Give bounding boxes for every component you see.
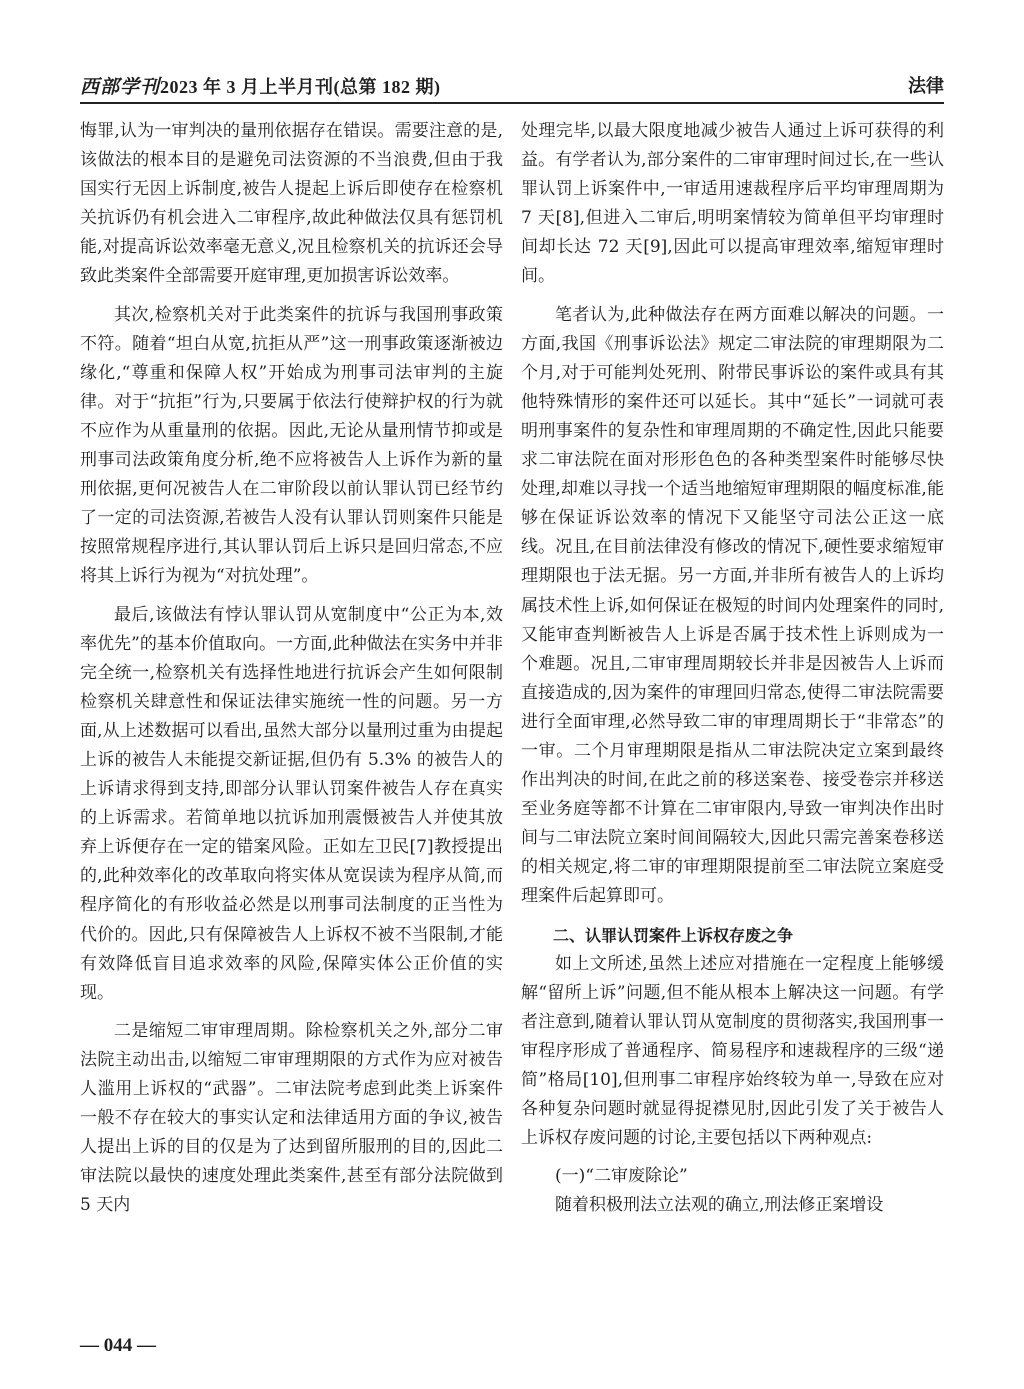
subsection-heading: (一)“二审废除论” xyxy=(555,1166,688,1187)
paragraph: 如上文所述,虽然上述应对措施在一定程度上能够缓解“留所上诉”问题,但不能从根本上解决这一问题。有学者注意到,随着认罪认罚从宽制度的贯彻落实,我国刑事一审程序形成了普通程序、简易程序和速裁程序的三级“递简”格局[10],但刑事二审程序始终较为单一,导致在应对各种复杂问题时就显得捉襟见肘,因此引发了关于被告人上诉权存废问题的讨论,主要包括以下两种观点: xyxy=(521,953,944,1149)
running-header xyxy=(80,70,944,100)
page-number: — 044 — xyxy=(80,1335,156,1356)
paragraph: 随着积极刑法立法观的确立,刑法修正案增设 xyxy=(555,1195,884,1216)
section-label: 法律 xyxy=(908,76,944,97)
paragraph: 悔罪,认为一审判决的量刑依据存在错误。需要注意的是,该做法的根本目的是避免司法资源的不当浪费,但由于我国实行无因上诉制度,被告人提起上诉后即使存在检察机关抗诉仍有机会进入二审程序,故此种做法仅具有惩罚机能,对提高诉讼效率毫无意义,况且检察机关的抗诉还会导致此类案件全部需要开庭审理,更加损害诉讼效率。 xyxy=(80,121,503,287)
paragraph: 其次,检察机关对于此类案件的抗诉与我国刑事政策不符。随着“坦白从宽,抗拒从严”这一刑事政策逐渐被边缘化,“尊重和保障人权”开始成为刑事司法审判的主旋律。对于“抗拒”行为,只要属于依法行使辩护权的行为就不应作为从重量刑的依据。因此,无论从量刑情节抑或是刑事司法政策角度分析,绝不应将被告人上诉作为新的量刑依据,更何况被告人在二审阶段以前认罪认罚已经节约了一定的司法资源,若被告人没有认罪认罚则案件只能是按照常规程序进行,其认罪认罚后上诉只是回归常态,不应将其上诉行为视为“对抗处理”。 xyxy=(80,304,503,587)
paragraph: 笔者认为,此种做法存在两方面难以解决的问题。一方面,我国《刑事诉讼法》规定二审法院的审理期限为二个月,对于可能判处死刑、附带民事诉讼的案件或具有其他特殊情形的案件还可以延长。其中“延长”一词就可表明刑事案件的复杂性和审理周期的不确定性,因此只能要求二审法院在面对形形色色的各种类型案件时能够尽快处理,却难以寻找一个适当地缩短审理期限的幅度标准,能够在保证诉讼效率的情况下又能坚守司法公正这一底线。况且,在目前法律没有修改的情况下,硬性要求缩短审理期限也于法无据。另一方面,并非所有被告人的上诉均属技术性上诉,如何保证在极短的时间内处理案件的同时,又能审查判断被告人上诉是否属于技术性上诉则成为一个难题。况且,二审审理周期较长并非是因被告人上诉而直接造成的,因为案件的审理回归常态,使得二审法院需要进行全面审理,必然导致二审的审理周期长于“非常态”的一审。二个月审理期限是指从二审法院决定立案到最终作出判决的时间,在此之前的移送案卷、接受卷宗并移送至业务庭等都不计算在二审审限内,导致一审判决作出时间与二审法院立案时间间隔较大,因此只需完善案卷移送的相关规定,将二审的审理期限提前至二审法院立案庭受理案件后起算即可。 xyxy=(521,304,944,907)
paragraph: 最后,该做法有悖认罪认罚从宽制度中“公正为本,效率优先”的基本价值取向。一方面,此种做法在实务中并非完全统一,检察机关有选择性地进行抗诉会产生如何限制检察机关肆意性和保证法律实施统一性的问题。另一方面,从上述数据可以看出,虽然大部分以量刑过重为由提起上诉的被告人未能提交新证据,但仍有 5.3% 的被告人的上诉请求得到支持,即部分认罪认罚案件被告人存在真实的上诉需求。若简单地以抗诉加刑震慑被告人并使其放弃上诉便存在一定的错案风险。正如左卫民[7]教授提出的,此种效率化的改革取向将实体从宽误读为程序从简,而程序简化的有形收益必然是以刑事司法制度的正当性为代价的。因此,只有保障被告人上诉权不被不当限制,才能有效降低盲目追求效率的风险,保障实体公正价值的实现。 xyxy=(80,604,503,1003)
header-rule xyxy=(80,102,944,104)
right-column xyxy=(521,117,944,1229)
paragraph: 二是缩短二审审理周期。除检察机关之外,部分二审法院主动出击,以缩短二审审理期限的方式作为应对被告人滥用上诉权的“武器”。二审法院考虑到此类上诉案件一般不存在较大的事实认定和法律适用方面的争议,被告人提出上诉的目的仅是为了达到留所服刑的目的,因此二审法院以最快的速度处理此类案件,甚至有部分法院做到 5 天内 xyxy=(80,1020,503,1216)
journal-brand: 西部学刊 xyxy=(80,77,161,98)
paragraph: 处理完毕,以最大限度地减少被告人通过上诉可获得的利益。有学者认为,部分案件的二审审理时间过长,在一些认罪认罚上诉案件中,一审适用速裁程序后平均审理周期为 7 天[8],但进入二审后,明明案情较为简单但平均审理时间却长达 72 天[9],因此可以提高审理效率,缩短审理时间。 xyxy=(521,121,944,287)
section-heading: 二、认罪认罚案件上诉权存废之争 xyxy=(553,925,794,945)
journal-issue: 2023 年 3 月上半月刊(总第 182 期) xyxy=(160,77,441,97)
left-column xyxy=(80,117,503,1229)
journal-title xyxy=(80,72,441,99)
